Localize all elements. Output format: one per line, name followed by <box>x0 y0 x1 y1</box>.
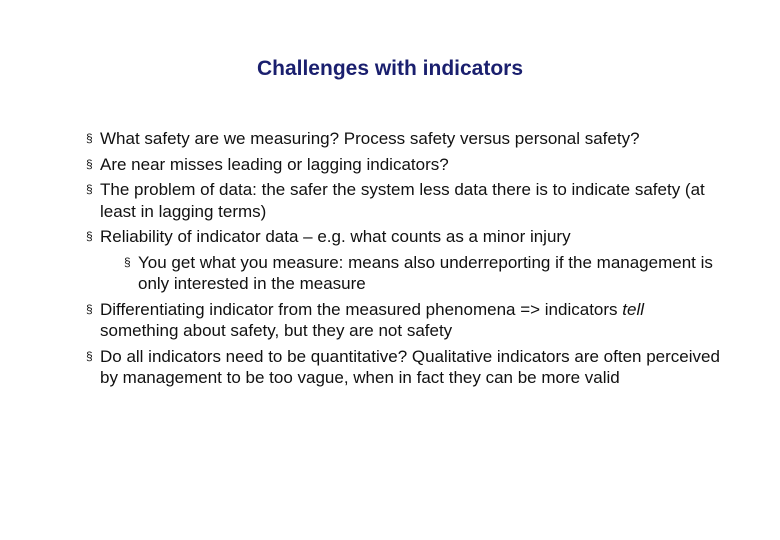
bullet-item <box>86 154 726 176</box>
bullet-text-post: something about safety, but they are not safety <box>100 321 453 340</box>
bullet-list <box>86 128 726 393</box>
bullet-text: You get what you measure: means also underreporting if the management is only interested in the measure <box>138 252 713 293</box>
emphasis-tell: tell <box>622 299 644 319</box>
bullet-text: What safety are we measuring? Process safety versus personal safety? <box>100 129 640 148</box>
bullet-text: Do all indicators need to be quantitative? Qualitative indicators are often perceived by management to be too vague, when in fact they can be more valid <box>100 346 720 387</box>
bullet-marker: § <box>86 131 93 145</box>
bullet-item <box>86 299 726 342</box>
bullet-marker: § <box>124 254 131 269</box>
bullet-marker: § <box>86 229 93 243</box>
bullet-marker: § <box>86 301 93 316</box>
bullet-text <box>100 300 644 341</box>
bullet-marker: § <box>86 156 93 171</box>
bullet-item <box>86 226 726 248</box>
bullet-marker: § <box>86 182 93 196</box>
slide-title: Challenges with indicators <box>256 57 524 80</box>
bullet-marker: § <box>86 348 93 363</box>
bullet-text: Reliability of indicator data – e.g. what counts as a minor injury <box>100 227 571 246</box>
bullet-item <box>86 346 726 389</box>
sub-bullet-item <box>124 252 726 295</box>
bullet-item <box>86 128 726 150</box>
bullet-text: The problem of data: the safer the system less data there is to indicate safety (at least in lagging terms) <box>100 180 705 221</box>
bullet-text: Are near misses leading or lagging indicators? <box>100 154 449 174</box>
bullet-item <box>86 179 726 222</box>
bullet-text-pre: Differentiating indicator from the measured phenomena => indicators <box>100 299 623 319</box>
